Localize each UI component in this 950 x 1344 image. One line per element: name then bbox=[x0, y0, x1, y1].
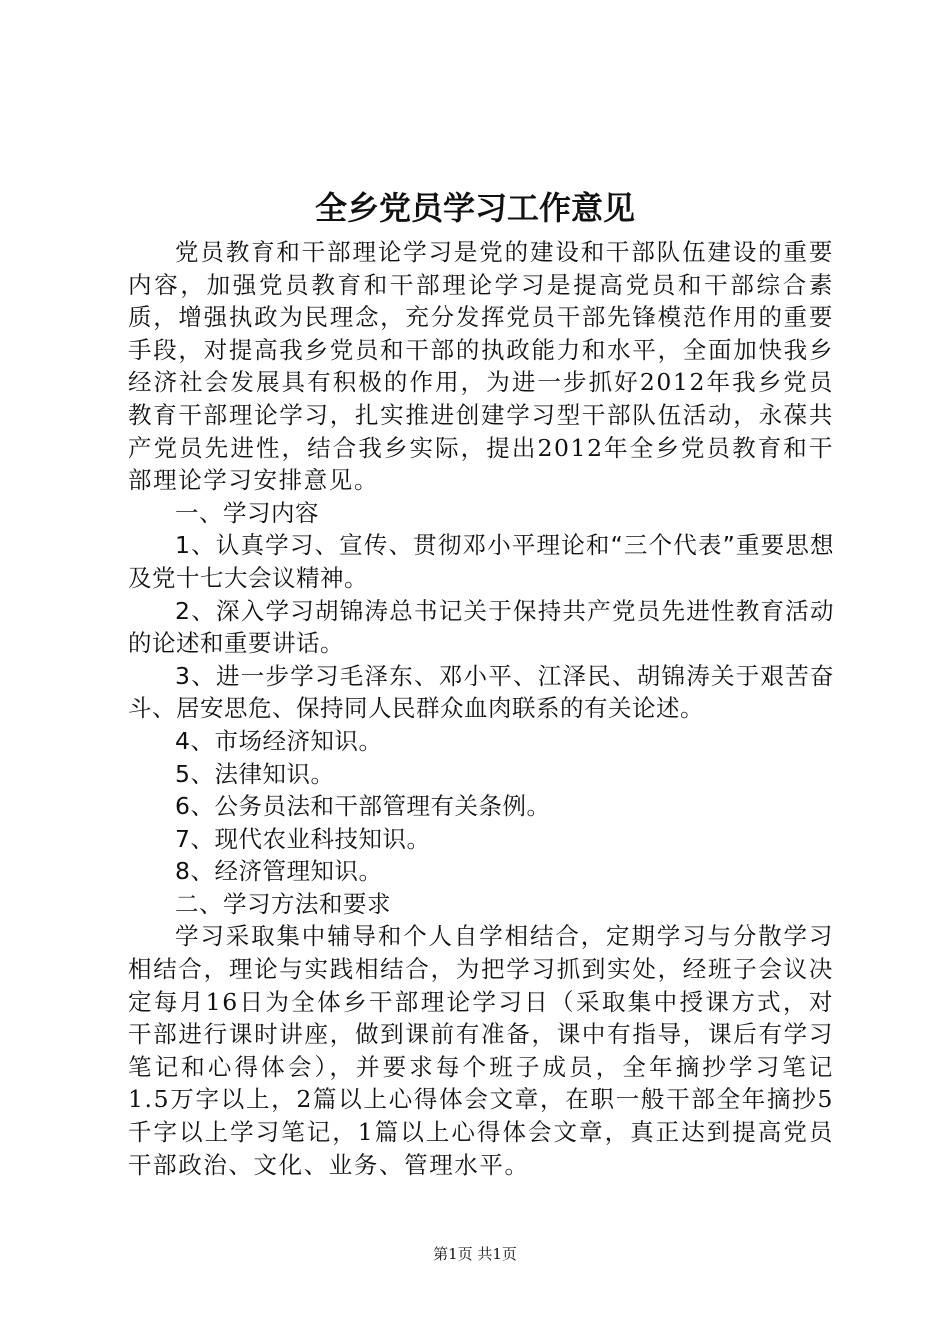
content-item-3: 3、进一步学习毛泽东、邓小平、江泽民、胡锦涛关于艰苦奋斗、居安思危、保持同人民群众血肉联系的有关论述。 bbox=[128, 661, 834, 723]
content-item-2: 2、深入学习胡锦涛总书记关于保持共产党员先进性教育活动的论述和重要讲话。 bbox=[128, 596, 834, 658]
section-heading-methods: 二、学习方法和要求 bbox=[175, 889, 391, 918]
document-body bbox=[128, 236, 834, 1181]
intro-paragraph: 党员教育和干部理论学习是党的建设和干部队伍建设的重要内容，加强党员教育和干部理论学习是提高党员和干部综合素质，增强执政为民理念，充分发挥党员干部先锋模范作用的重要手段，对提高我乡党员和干部的执政能力和水平，全面加快我乡经济社会发展具有积极的作用，为进一步抓好2012年我乡党员教育干部理论学习，扎实推进创建学习型干部队伍活动，永葆共产党员先进性，结合我乡实际，提出2012年全乡党员教育和干部理论学习安排意见。 bbox=[128, 238, 834, 495]
content-item-5: 5、法律知识。 bbox=[175, 759, 335, 788]
content-item-4: 4、市场经济知识。 bbox=[175, 726, 383, 755]
methods-paragraph: 学习采取集中辅导和个人自学相结合，定期学习与分散学习相结合，理论与实践相结合，为把学习抓到实处，经班子会议决定每月16日为全体乡干部理论学习日（采取集中授课方式，对干部进行课时讲座，做到课前有准备，课中有指导，课后有学习笔记和心得体会），并要求每个班子成员，全年摘抄学习笔记1.5万字以上，2篇以上心得体会文章，在职一般干部全年摘抄5千字以上学习笔记，1篇以上心得体会文章，真正达到提高党员干部政治、文化、业务、管理水平。 bbox=[128, 922, 834, 1179]
page-footer: 第1页 共1页 bbox=[433, 1245, 517, 1263]
content-item-8: 8、经济管理知识。 bbox=[175, 857, 383, 886]
section-heading-content: 一、学习内容 bbox=[175, 498, 319, 527]
content-item-7: 7、现代农业科技知识。 bbox=[175, 824, 431, 853]
content-item-1: 1、认真学习、宣传、贯彻邓小平理论和“三个代表”重要思想及党十七大会议精神。 bbox=[128, 531, 834, 592]
content-item-6: 6、公务员法和干部管理有关条例。 bbox=[175, 792, 551, 821]
document-title: 全乡党员学习工作意见 bbox=[314, 189, 635, 227]
